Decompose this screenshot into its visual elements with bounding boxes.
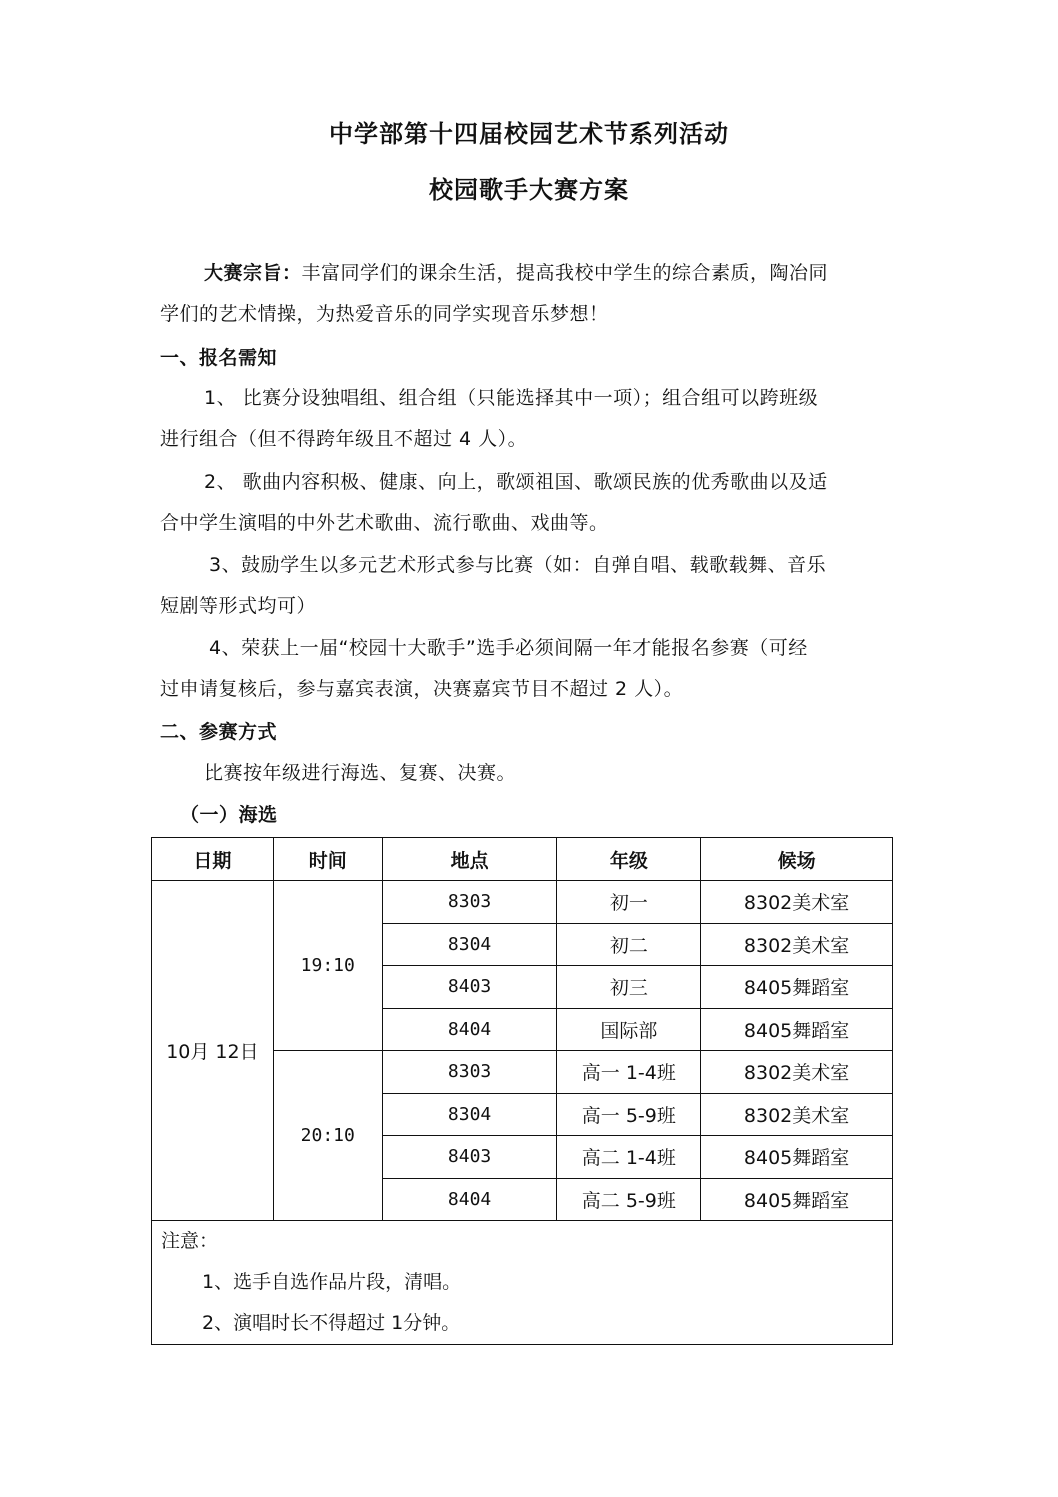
time-cell-2: 20:10: [273, 1051, 382, 1221]
grade-cell: 初三: [557, 966, 701, 1009]
purpose-label: 大赛宗旨：: [204, 262, 302, 284]
section2-sub1: （一）海选: [180, 804, 278, 826]
purpose-line-1: [160, 253, 900, 294]
date-cell: 10月 12日: [152, 881, 274, 1221]
waiting-cell: 8405舞蹈室: [701, 1136, 893, 1179]
header-grade: 年级: [557, 838, 701, 881]
section1-item1-line1: 1、 比赛分设独唱组、组合组（只能选择其中一项）；组合组可以跨班级: [204, 387, 819, 409]
time-cell-1: 19:10: [273, 881, 382, 1051]
header-date: 日期: [152, 838, 274, 881]
grade-cell: 高二 1-4班: [557, 1136, 701, 1179]
document-subtitle: 校园歌手大赛方案: [429, 176, 629, 204]
section1-item1-line2: 进行组合（但不得跨年级且不超过 4 人）。: [160, 428, 528, 450]
location-cell: 8404: [382, 1008, 557, 1051]
grade-cell: 初一: [557, 881, 701, 924]
location-cell: 8303: [382, 881, 557, 924]
section1-item4-line2: 过申请复核后，参与嘉宾表演，决赛嘉宾节目不超过 2 人）。: [160, 678, 684, 700]
section2-heading: 二、参赛方式: [160, 721, 278, 743]
waiting-cell: 8302美术室: [701, 1093, 893, 1136]
notes-item-2: 2、演唱时长不得超过 1分钟。: [202, 1312, 461, 1334]
grade-cell: 国际部: [557, 1008, 701, 1051]
notes-row: [152, 1221, 893, 1345]
table-row: [152, 881, 893, 924]
waiting-cell: 8302美术室: [701, 1051, 893, 1094]
section1-item3-line2: 短剧等形式均可）: [160, 595, 317, 617]
location-cell: 8403: [382, 1136, 557, 1179]
section1-item4-line1: 4、荣获上一届“校园十大歌手”选手必须间隔一年才能报名参赛（可经: [209, 637, 808, 659]
section1-item3-line1: 3、鼓励学生以多元艺术形式参与比赛（如：自弹自唱、载歌载舞、音乐: [209, 554, 827, 576]
waiting-cell: 8405舞蹈室: [701, 1178, 893, 1221]
waiting-cell: 8405舞蹈室: [701, 1008, 893, 1051]
waiting-cell: 8302美术室: [701, 923, 893, 966]
audition-schedule-table: [151, 837, 893, 1345]
section1-item2-line2: 合中学生演唱的中外艺术歌曲、流行歌曲、戏曲等。: [160, 512, 609, 534]
location-cell: 8403: [382, 966, 557, 1009]
purpose-text-1: 丰富同学们的课余生活，提高我校中学生的综合素质，陶冶同: [301, 262, 829, 284]
waiting-cell: 8405舞蹈室: [701, 966, 893, 1009]
notes-item-1: 1、选手自选作品片段，清唱。: [202, 1271, 462, 1293]
notes-label: 注意：: [161, 1230, 219, 1252]
header-location: 地点: [382, 838, 557, 881]
header-time: 时间: [273, 838, 382, 881]
section2-intro: 比赛按年级进行海选、复赛、决赛。: [204, 762, 517, 784]
location-cell: 8304: [382, 923, 557, 966]
grade-cell: 初二: [557, 923, 701, 966]
purpose-line-2: 学们的艺术情操，为热爱音乐的同学实现音乐梦想！: [160, 303, 609, 325]
location-cell: 8303: [382, 1051, 557, 1094]
table-header-row: [152, 838, 893, 881]
section1-heading: 一、报名需知: [160, 347, 278, 369]
header-waiting: 候场: [701, 838, 893, 881]
grade-cell: 高一 1-4班: [557, 1051, 701, 1094]
grade-cell: 高一 5-9班: [557, 1093, 701, 1136]
location-cell: 8304: [382, 1093, 557, 1136]
notes-cell: [152, 1221, 893, 1345]
location-cell: 8404: [382, 1178, 557, 1221]
waiting-cell: 8302美术室: [701, 881, 893, 924]
grade-cell: 高二 5-9班: [557, 1178, 701, 1221]
section1-item2-line1: 2、 歌曲内容积极、健康、向上，歌颂祖国、歌颂民族的优秀歌曲以及适: [204, 471, 828, 493]
document-title: 中学部第十四届校园艺术节系列活动: [329, 120, 729, 148]
